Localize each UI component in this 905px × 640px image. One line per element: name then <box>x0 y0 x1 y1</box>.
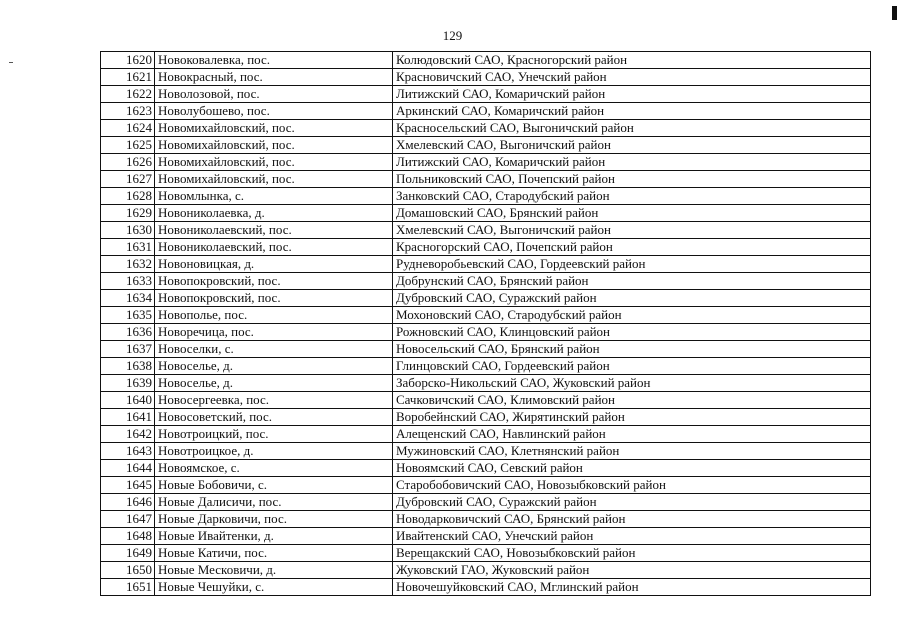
settlement-name: Новониколаевка, д. <box>155 205 393 222</box>
table-row <box>101 545 871 562</box>
table-row <box>101 120 871 137</box>
table-row <box>101 358 871 375</box>
settlement-name: Новоселье, д. <box>155 375 393 392</box>
table-row <box>101 290 871 307</box>
page-number: 129 <box>442 28 463 43</box>
row-number: 1644 <box>101 460 155 477</box>
row-number: 1646 <box>101 494 155 511</box>
settlement-name: Новолубошево, пос. <box>155 103 393 120</box>
administrative-unit: Дубровский САО, Суражский район <box>393 290 871 307</box>
settlement-name: Новоселки, с. <box>155 341 393 358</box>
settlement-name: Новоковалевка, пос. <box>155 52 393 69</box>
table-row <box>101 69 871 86</box>
row-number: 1634 <box>101 290 155 307</box>
administrative-unit: Красногорский САО, Почепский район <box>393 239 871 256</box>
row-number: 1635 <box>101 307 155 324</box>
settlement-name: Новомихайловский, пос. <box>155 154 393 171</box>
table-row <box>101 86 871 103</box>
row-number: 1620 <box>101 52 155 69</box>
table-row <box>101 324 871 341</box>
table-row <box>101 307 871 324</box>
administrative-unit: Новодарковичский САО, Брянский район <box>393 511 871 528</box>
table-row <box>101 528 871 545</box>
settlement-name: Новые Бобовичи, с. <box>155 477 393 494</box>
administrative-unit: Новоямский САО, Севский район <box>393 460 871 477</box>
settlement-name: Новолозовой, пос. <box>155 86 393 103</box>
row-number: 1636 <box>101 324 155 341</box>
settlement-name: Новые Ивайтенки, д. <box>155 528 393 545</box>
row-number: 1622 <box>101 86 155 103</box>
administrative-unit: Заборско-Никольский САО, Жуковский район <box>393 375 871 392</box>
row-number: 1638 <box>101 358 155 375</box>
administrative-unit: Сачковичский САО, Климовский район <box>393 392 871 409</box>
row-number: 1621 <box>101 69 155 86</box>
table-row <box>101 494 871 511</box>
row-number: 1643 <box>101 443 155 460</box>
settlement-name: Новоречица, пос. <box>155 324 393 341</box>
settlement-name: Новоновицкая, д. <box>155 256 393 273</box>
settlement-name: Новомихайловский, пос. <box>155 137 393 154</box>
administrative-unit: Польниковский САО, Почепский район <box>393 171 871 188</box>
table-row <box>101 137 871 154</box>
row-number: 1633 <box>101 273 155 290</box>
administrative-unit: Рудневоробьевский САО, Гордеевский район <box>393 256 871 273</box>
row-number: 1630 <box>101 222 155 239</box>
administrative-unit: Новочешуйковский САО, Мглинский район <box>393 579 871 596</box>
administrative-unit: Хмелевский САО, Выгоничский район <box>393 137 871 154</box>
administrative-unit: Верещакский САО, Новозыбковский район <box>393 545 871 562</box>
table-row <box>101 171 871 188</box>
scan-edge-dot <box>9 62 13 63</box>
table-row <box>101 375 871 392</box>
row-number: 1626 <box>101 154 155 171</box>
table-row <box>101 273 871 290</box>
settlement-name: Новые Далисичи, пос. <box>155 494 393 511</box>
administrative-unit: Колюдовский САО, Красногорский район <box>393 52 871 69</box>
settlement-name: Новые Катичи, пос. <box>155 545 393 562</box>
settlement-name: Новоямское, с. <box>155 460 393 477</box>
table-row <box>101 460 871 477</box>
table-row <box>101 579 871 596</box>
settlement-name: Новониколаевский, пос. <box>155 239 393 256</box>
settlement-name: Новомлынка, с. <box>155 188 393 205</box>
administrative-unit: Новосельский САО, Брянский район <box>393 341 871 358</box>
row-number: 1625 <box>101 137 155 154</box>
table-row <box>101 511 871 528</box>
administrative-unit: Литижский САО, Комаричский район <box>393 86 871 103</box>
row-number: 1632 <box>101 256 155 273</box>
administrative-unit: Красносельский САО, Выгоничский район <box>393 120 871 137</box>
administrative-unit: Жуковский ГАО, Жуковский район <box>393 562 871 579</box>
table-row <box>101 154 871 171</box>
row-number: 1639 <box>101 375 155 392</box>
table-row <box>101 392 871 409</box>
table-row <box>101 426 871 443</box>
row-number: 1623 <box>101 103 155 120</box>
administrative-unit: Дубровский САО, Суражский район <box>393 494 871 511</box>
settlement-name: Новотроицкий, пос. <box>155 426 393 443</box>
administrative-unit: Хмелевский САО, Выгоничский район <box>393 222 871 239</box>
settlements-table-body <box>101 52 871 596</box>
row-number: 1642 <box>101 426 155 443</box>
administrative-unit: Литижский САО, Комаричский район <box>393 154 871 171</box>
administrative-unit: Старобобовичский САО, Новозыбковский район <box>393 477 871 494</box>
row-number: 1628 <box>101 188 155 205</box>
row-number: 1648 <box>101 528 155 545</box>
administrative-unit: Воробейнский САО, Жирятинский район <box>393 409 871 426</box>
settlement-name: Новополье, пос. <box>155 307 393 324</box>
row-number: 1640 <box>101 392 155 409</box>
row-number: 1649 <box>101 545 155 562</box>
settlement-name: Новомихайловский, пос. <box>155 171 393 188</box>
settlement-name: Новомихайловский, пос. <box>155 120 393 137</box>
settlement-name: Новокрасный, пос. <box>155 69 393 86</box>
row-number: 1627 <box>101 171 155 188</box>
table-row <box>101 477 871 494</box>
row-number: 1641 <box>101 409 155 426</box>
row-number: 1647 <box>101 511 155 528</box>
table-row <box>101 341 871 358</box>
row-number: 1650 <box>101 562 155 579</box>
settlement-name: Новоселье, д. <box>155 358 393 375</box>
table-row <box>101 188 871 205</box>
administrative-unit: Ивайтенский САО, Унечский район <box>393 528 871 545</box>
settlement-name: Новые Месковичи, д. <box>155 562 393 579</box>
administrative-unit: Добрунский САО, Брянский район <box>393 273 871 290</box>
scan-corner-mark <box>892 6 897 20</box>
settlement-name: Новосоветский, пос. <box>155 409 393 426</box>
settlement-name: Новые Дарковичи, пос. <box>155 511 393 528</box>
table-row <box>101 562 871 579</box>
settlement-name: Новосергеевка, пос. <box>155 392 393 409</box>
row-number: 1637 <box>101 341 155 358</box>
table-row <box>101 239 871 256</box>
table-row <box>101 52 871 69</box>
administrative-unit: Домашовский САО, Брянский район <box>393 205 871 222</box>
row-number: 1631 <box>101 239 155 256</box>
settlement-name: Новопокровский, пос. <box>155 290 393 307</box>
settlement-name: Новониколаевский, пос. <box>155 222 393 239</box>
table-row <box>101 409 871 426</box>
row-number: 1645 <box>101 477 155 494</box>
table-row <box>101 103 871 120</box>
administrative-unit: Аркинский САО, Комаричский район <box>393 103 871 120</box>
row-number: 1629 <box>101 205 155 222</box>
settlements-table <box>100 51 871 596</box>
administrative-unit: Глинцовский САО, Гордеевский район <box>393 358 871 375</box>
row-number: 1651 <box>101 579 155 596</box>
table-row <box>101 443 871 460</box>
row-number: 1624 <box>101 120 155 137</box>
administrative-unit: Рожновский САО, Клинцовский район <box>393 324 871 341</box>
administrative-unit: Занковский САО, Стародубский район <box>393 188 871 205</box>
table-row <box>101 222 871 239</box>
administrative-unit: Мохоновский САО, Стародубский район <box>393 307 871 324</box>
table-row <box>101 256 871 273</box>
administrative-unit: Мужиновский САО, Клетнянский район <box>393 443 871 460</box>
settlement-name: Новопокровский, пос. <box>155 273 393 290</box>
settlement-name: Новотроицкое, д. <box>155 443 393 460</box>
administrative-unit: Алещенский САО, Навлинский район <box>393 426 871 443</box>
table-row <box>101 205 871 222</box>
settlement-name: Новые Чешуйки, с. <box>155 579 393 596</box>
administrative-unit: Красновичский САО, Унечский район <box>393 69 871 86</box>
